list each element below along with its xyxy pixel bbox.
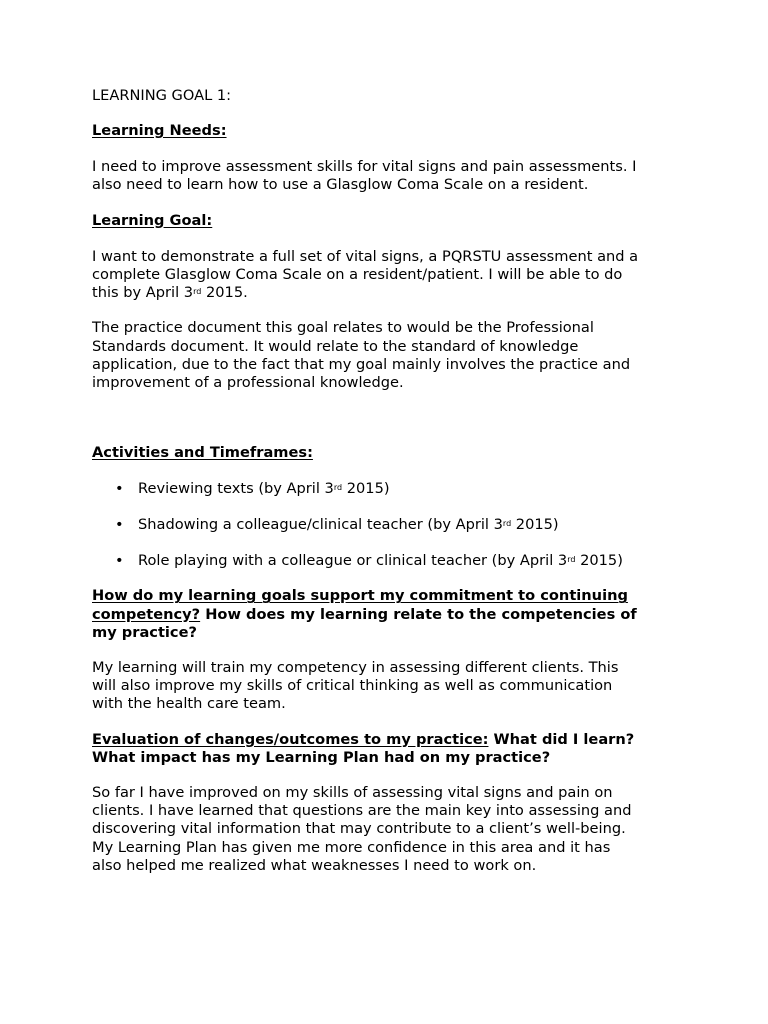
document-title (92, 87, 684, 105)
evaluation-heading-line: What impact has my Learning Plan had on my practice? (92, 748, 551, 766)
evaluation-heading (92, 731, 684, 767)
ordinal-suffix: rd (502, 519, 512, 529)
list-item (92, 552, 684, 570)
evaluation-line: also helped me realized what weaknesses I need to work on. (92, 856, 537, 874)
competency-line: with the health care team. (92, 695, 286, 713)
practice-document-line: improvement of a professional knowledge. (92, 374, 404, 392)
practice-document-paragraph (92, 319, 684, 392)
document-page (92, 84, 684, 875)
learning-needs-line: also need to learn how to use a Glasglow Coma Scale on a resident. (92, 176, 589, 194)
practice-document-line: Standards document. It would relate to the standard of knowledge (92, 337, 579, 355)
evaluation-heading-line (92, 731, 684, 749)
learning-goal-date-year: 2015. (201, 284, 248, 302)
bullet-icon: • (115, 552, 124, 570)
activity-year: 2015) (575, 552, 623, 570)
activity-year: 2015) (342, 480, 390, 498)
competency-line: will also improve my skills of critical thinking as well as communication (92, 677, 613, 695)
activity-text: Reviewing texts (by April 3 (138, 480, 334, 498)
ordinal-suffix: rd (333, 483, 343, 493)
activity-year: 2015) (511, 516, 559, 534)
practice-document-line: The practice document this goal relates to would be the Professional (92, 319, 594, 337)
learning-goal-line: I want to demonstrate a full set of vital signs, a PQRSTU assessment and a (92, 247, 639, 265)
evaluation-paragraph (92, 784, 684, 875)
evaluation-line: So far I have improved on my skills of assessing vital signs and pain on (92, 784, 613, 802)
competency-line: My learning will train my competency in assessing different clients. This (92, 659, 619, 677)
bullet-icon: • (115, 480, 124, 498)
evaluation-line: clients. I have learned that questions are the main key into assessing and (92, 802, 632, 820)
evaluation-line: discovering vital information that may contribute to a client’s well-being. (92, 820, 626, 838)
activities-list (92, 480, 684, 570)
evaluation-heading-rest: What did I learn? (488, 730, 635, 748)
competency-heading-rest: How does my learning relate to the competencies of (200, 605, 637, 623)
activities-heading: Activities and Timeframes: (92, 444, 313, 462)
learning-needs-line: I need to improve assessment skills for vital signs and pain assessments. I (92, 158, 637, 176)
practice-document-line: application, due to the fact that my goal mainly involves the practice and (92, 355, 631, 373)
bullet-icon: • (115, 516, 124, 534)
competency-heading-line: How do my learning goals support my commitment to continuing (92, 587, 628, 605)
learning-goal-line (92, 284, 684, 302)
document-title-text: LEARNING GOAL 1: (92, 87, 232, 104)
competency-heading-line (92, 606, 684, 624)
evaluation-heading-underlined: Evaluation of changes/outcomes to my practice: (92, 730, 489, 748)
list-item (92, 480, 684, 498)
competency-heading-underlined: competency? (92, 605, 201, 623)
competency-heading (92, 587, 684, 642)
evaluation-line: My Learning Plan has given me more confidence in this area and it has (92, 838, 611, 856)
learning-goal-date-text: this by April 3 (92, 284, 194, 302)
learning-goal-heading: Learning Goal: (92, 211, 213, 229)
activity-text: Role playing with a colleague or clinical teacher (by April 3 (138, 552, 568, 570)
list-item (92, 516, 684, 534)
learning-goal-paragraph (92, 248, 684, 303)
learning-needs-paragraph (92, 158, 684, 194)
ordinal-suffix: rd (567, 555, 576, 565)
activity-text: Shadowing a colleague/clinical teacher (by April 3 (138, 516, 503, 534)
learning-goal-line: complete Glasglow Coma Scale on a resident/patient. I will be able to do (92, 266, 623, 284)
learning-needs-heading: Learning Needs: (92, 122, 227, 139)
competency-paragraph (92, 659, 684, 714)
ordinal-suffix: rd (193, 287, 202, 297)
competency-heading-line: my practice? (92, 623, 197, 641)
